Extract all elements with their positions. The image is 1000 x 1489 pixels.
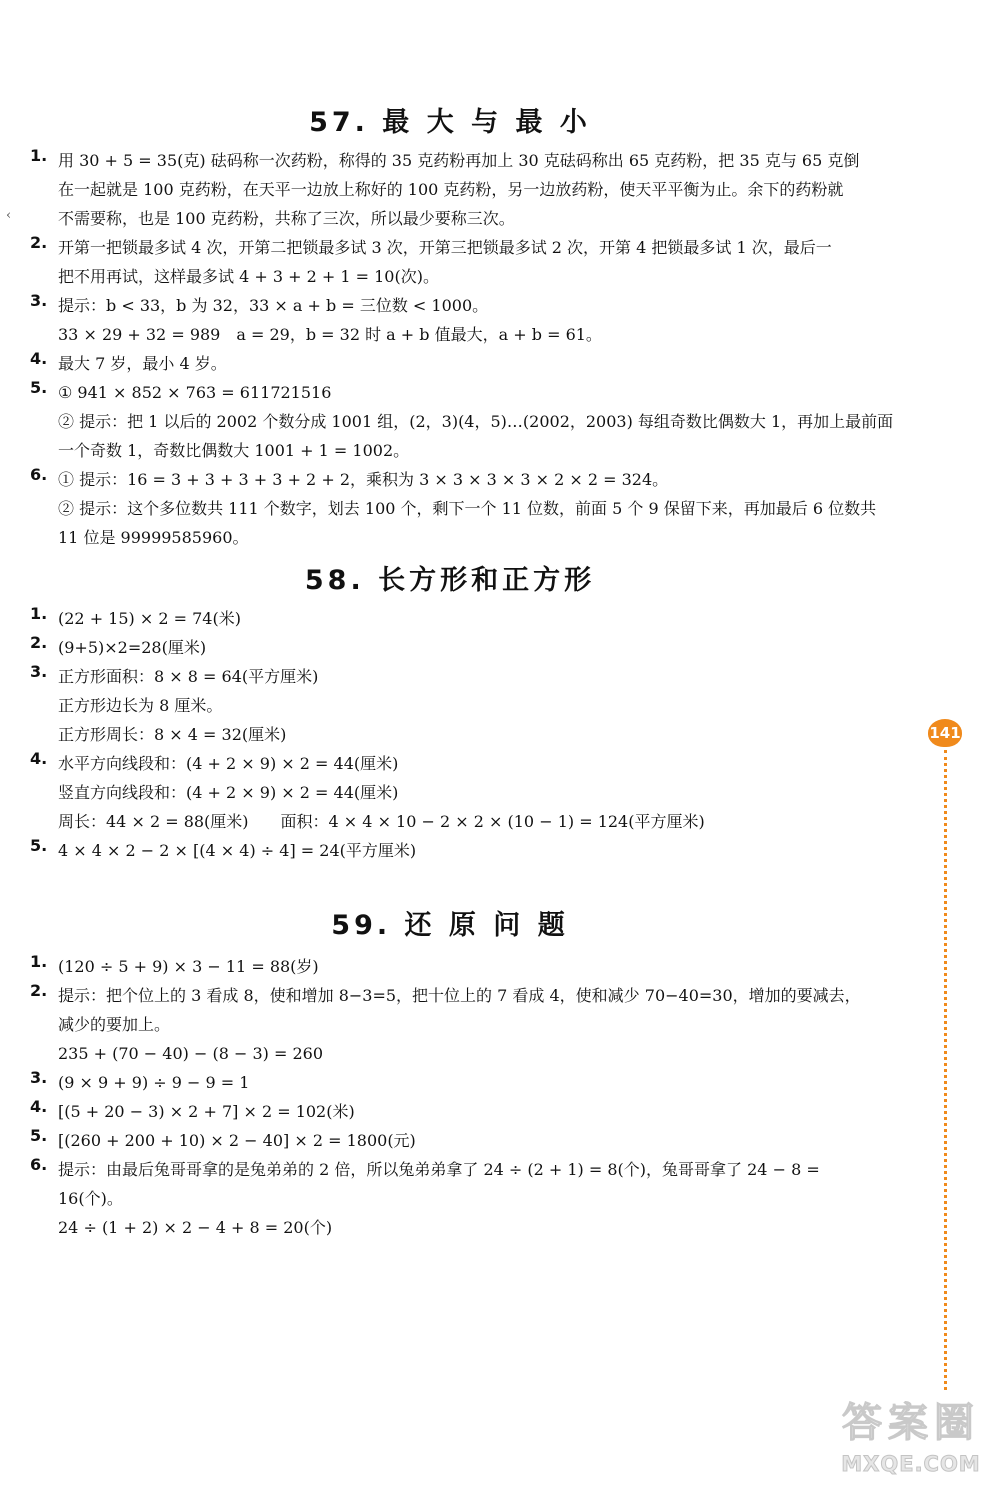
- answer-number: 1.: [30, 146, 48, 165]
- answer-list-58: [30, 604, 900, 865]
- answer-line: [(260 + 200 + 10) × 2 − 40] × 2 = 1800(元): [58, 1131, 416, 1150]
- answer-line: 提示：由最后兔哥哥拿的是兔弟弟的 2 倍，所以兔弟弟拿了 24 ÷ (2 + 1) = 8(个)，兔哥哥拿了 24 − 8 =: [58, 1160, 820, 1179]
- answer-item: [30, 465, 900, 552]
- answer-line: 正方形面积：8 × 8 = 64(平方厘米): [58, 667, 319, 686]
- answer-item: [30, 662, 900, 749]
- answer-item: [30, 633, 900, 662]
- answer-number: 4.: [30, 349, 48, 368]
- answer-line: 4 × 4 × 2 − 2 × [(4 × 4) ÷ 4] = 24(平方厘米): [58, 841, 417, 860]
- section-title-57: 57. 最 大 与 最 小: [309, 107, 591, 138]
- answer-line: 最大 7 岁，最小 4 岁。: [58, 354, 227, 373]
- answer-number: 2.: [30, 981, 48, 1000]
- answer-number: 5.: [30, 1126, 48, 1145]
- answer-line: 开第一把锁最多试 4 次，开第二把锁最多试 3 次，开第三把锁最多试 2 次，开第 4 把锁最多试 1 次，最后一: [58, 238, 832, 257]
- answer-line: ② 提示：把 1 以后的 2002 个数分成 1001 组，(2，3)(4，5)…(2002，2003) 每组奇数比偶数大 1，再加上最前面: [58, 412, 894, 431]
- answer-number: 1.: [30, 604, 48, 623]
- answer-list-59: [30, 952, 900, 1242]
- answer-item: [30, 604, 900, 633]
- answer-line: (22 + 15) × 2 = 74(米): [58, 609, 241, 628]
- answer-line: (120 ÷ 5 + 9) × 3 − 11 = 88(岁): [58, 957, 319, 976]
- watermark-logo: 答案圈: [842, 1400, 980, 1446]
- answer-line: 把不用再试，这样最多试 4 + 3 + 2 + 1 = 10(次)。: [58, 267, 439, 286]
- answer-number: 5.: [30, 378, 48, 397]
- answer-line: 用 30 + 5 = 35(克) 砝码称一次药粉，称得的 35 克药粉再加上 30 克砝码称出 65 克药粉，把 35 克与 65 克倒: [58, 151, 860, 170]
- answer-line: 水平方向线段和：(4 + 2 × 9) × 2 = 44(厘米): [58, 754, 399, 773]
- answer-item: [30, 952, 900, 981]
- answer-line: 减少的要加上。: [58, 1015, 171, 1034]
- answer-item: [30, 1097, 900, 1126]
- answer-item: [30, 291, 900, 349]
- answer-number: 3.: [30, 291, 48, 310]
- answer-item: [30, 836, 900, 865]
- answer-item: [30, 378, 900, 465]
- answer-line: 33 × 29 + 32 = 989 a = 29，b = 32 时 a + b 值最大，a + b = 61。: [58, 325, 602, 344]
- answer-line: 在一起就是 100 克药粉，在天平一边放上称好的 100 克药粉，另一边放药粉，使天平平衡为止。余下的药粉就: [58, 180, 844, 199]
- answer-item: [30, 749, 900, 836]
- section-title-58: 58. 长方形和正方形: [304, 565, 596, 596]
- answer-line: 提示：把个位上的 3 看成 8，使和增加 8−3=5，把十位上的 7 看成 4，使和减少 70−40=30，增加的要减去，: [58, 986, 861, 1005]
- answer-number: 6.: [30, 465, 48, 484]
- answer-number: 2.: [30, 233, 48, 252]
- answer-line: 24 ÷ (1 + 2) × 2 − 4 + 8 = 20(个): [58, 1218, 333, 1237]
- dotted-margin-rule: [944, 750, 947, 1390]
- answer-line: 周长：44 × 2 = 88(厘米) 面积：4 × 4 × 10 − 2 × 2 × (10 − 1) = 124(平方厘米): [58, 812, 705, 831]
- answer-line: ② 提示：这个多位数共 111 个数字，划去 100 个，剩下一个 11 位数，前面 5 个 9 保留下来，再加最后 6 位数共: [58, 499, 877, 518]
- section-title-59: 59. 还 原 问 题: [331, 910, 569, 941]
- answer-number: 4.: [30, 749, 48, 768]
- answer-line: 一个奇数 1，奇数比偶数大 1001 + 1 = 1002。: [58, 441, 410, 460]
- answer-line: (9 × 9 + 9) ÷ 9 − 9 = 1: [58, 1073, 250, 1092]
- answer-line: 235 + (70 − 40) − (8 − 3) = 260: [58, 1044, 324, 1063]
- answer-line: 11 位是 99999585960。: [58, 528, 249, 547]
- answer-line: 正方形周长：8 × 4 = 32(厘米): [58, 725, 287, 744]
- answer-number: 3.: [30, 662, 48, 681]
- answer-line: ① 提示：16 = 3 + 3 + 3 + 3 + 2 + 2，乘积为 3 × 3 × 3 × 3 × 2 × 2 = 324。: [58, 470, 669, 489]
- page-number-badge: 141: [928, 719, 962, 747]
- answer-line: 16(个)。: [58, 1189, 123, 1208]
- answer-number: 5.: [30, 836, 48, 855]
- answer-line: 提示：b < 33，b 为 32，33 × a + b = 三位数 < 1000。: [58, 296, 489, 315]
- answer-number: 1.: [30, 952, 48, 971]
- answer-line: 竖直方向线段和：(4 + 2 × 9) × 2 = 44(厘米): [58, 783, 399, 802]
- answer-item: [30, 1155, 900, 1242]
- watermark: [826, 1398, 996, 1482]
- answer-item: [30, 146, 900, 233]
- answer-number: 3.: [30, 1068, 48, 1087]
- answer-line: (9+5)×2=28(厘米): [58, 638, 207, 657]
- margin-mark: ‹: [6, 208, 12, 223]
- answer-line: [(5 + 20 − 3) × 2 + 7] × 2 = 102(米): [58, 1102, 355, 1121]
- watermark-url: MXQE.COM: [841, 1452, 981, 1476]
- answer-item: [30, 349, 900, 378]
- answer-line: 不需要称，也是 100 克药粉，共称了三次，所以最少要称三次。: [58, 209, 515, 228]
- answer-number: 2.: [30, 633, 48, 652]
- answer-item: [30, 1068, 900, 1097]
- answer-item: [30, 233, 900, 291]
- answer-number: 6.: [30, 1155, 48, 1174]
- answer-line: 正方形边长为 8 厘米。: [58, 696, 223, 715]
- answer-number: 4.: [30, 1097, 48, 1116]
- answer-list-57: [30, 146, 900, 552]
- answer-line: ① 941 × 852 × 763 = 611721516: [58, 383, 332, 402]
- answer-item: [30, 1126, 900, 1155]
- answer-item: [30, 981, 900, 1068]
